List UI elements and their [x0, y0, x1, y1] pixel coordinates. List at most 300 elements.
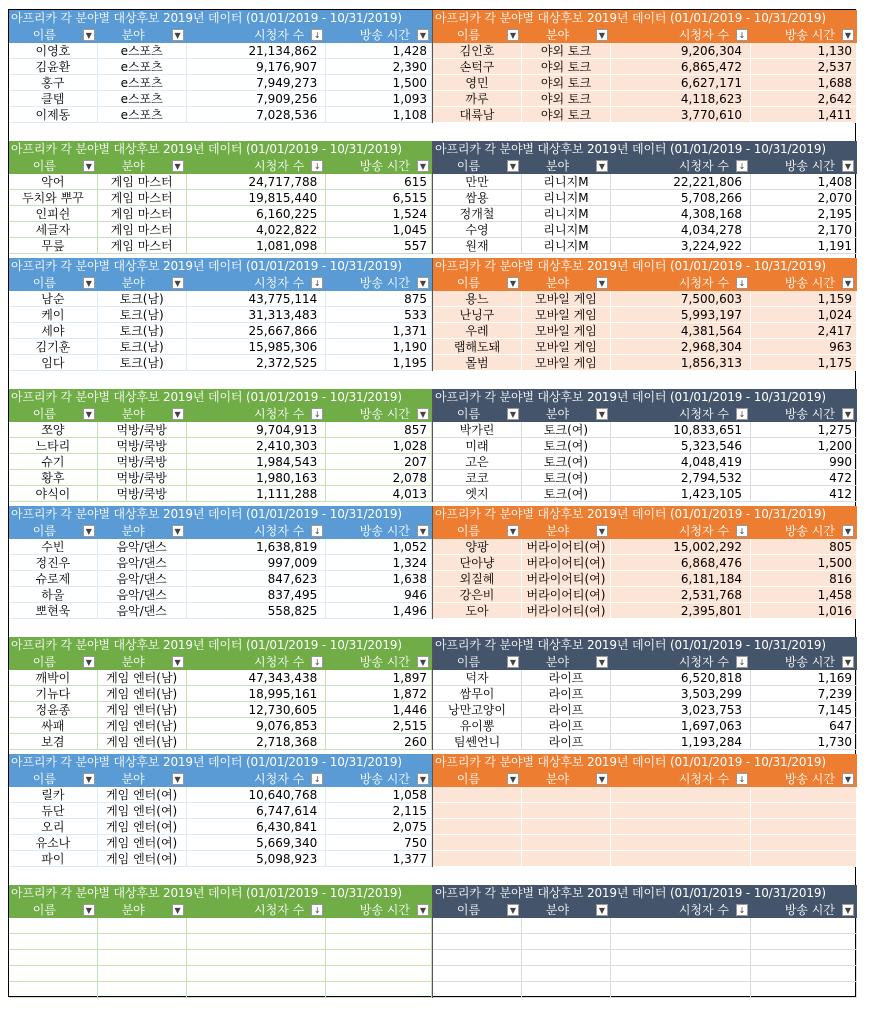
viewers-cell[interactable]: 19,815,440: [187, 190, 327, 206]
hours-cell[interactable]: 1,190: [326, 339, 432, 355]
streamer-name-cell[interactable]: 싸패: [9, 718, 98, 734]
hours-cell[interactable]: [751, 835, 857, 851]
hours-cell[interactable]: 1,496: [326, 603, 432, 619]
sort-descending-icon[interactable]: ↓: [736, 904, 748, 916]
category-cell[interactable]: 게임 엔터(남): [98, 734, 187, 750]
category-cell[interactable]: 게임 엔터(남): [98, 702, 187, 718]
filter-dropdown-icon[interactable]: ▼: [596, 904, 608, 916]
streamer-name-cell[interactable]: 기뉴다: [9, 686, 98, 702]
streamer-name-cell[interactable]: [9, 982, 98, 998]
streamer-name-cell[interactable]: 코코: [433, 470, 522, 486]
category-column-header[interactable]: [98, 406, 187, 422]
streamer-name-cell[interactable]: 악어: [9, 174, 98, 190]
viewers-cell[interactable]: 4,034,278: [611, 222, 751, 238]
category-cell[interactable]: 음악/댄스: [98, 603, 187, 619]
sort-descending-icon[interactable]: ↓: [311, 773, 323, 785]
hours-cell[interactable]: [751, 950, 857, 966]
streamer-name-cell[interactable]: 유이뽕: [433, 718, 522, 734]
category-cell[interactable]: 버라이어티(여): [522, 603, 611, 619]
category-cell[interactable]: [522, 982, 611, 998]
hours-cell[interactable]: 1,897: [326, 670, 432, 686]
name-column-header[interactable]: [9, 406, 98, 422]
category-cell[interactable]: 게임 마스터: [98, 190, 187, 206]
filter-dropdown-icon[interactable]: ▼: [83, 29, 95, 41]
viewers-cell[interactable]: 3,770,610: [611, 107, 751, 123]
category-cell[interactable]: 버라이어티(여): [522, 539, 611, 555]
viewers-column-header[interactable]: [611, 523, 751, 539]
filter-dropdown-icon[interactable]: ▼: [172, 408, 184, 420]
category-column-header[interactable]: [522, 27, 611, 43]
viewers-cell[interactable]: 15,985,306: [187, 339, 327, 355]
hours-cell[interactable]: 875: [326, 291, 432, 307]
hours-cell[interactable]: [326, 918, 432, 934]
name-column-header[interactable]: [433, 27, 522, 43]
viewers-cell[interactable]: 10,640,768: [187, 787, 327, 803]
viewers-cell[interactable]: 4,118,623: [611, 91, 751, 107]
viewers-cell[interactable]: [187, 966, 327, 982]
filter-dropdown-icon[interactable]: ▼: [842, 160, 854, 172]
category-cell[interactable]: 먹방/쿡방: [98, 438, 187, 454]
streamer-name-cell[interactable]: [9, 934, 98, 950]
viewers-cell[interactable]: 9,076,853: [187, 718, 327, 734]
hours-cell[interactable]: 4,013: [326, 486, 432, 502]
streamer-name-cell[interactable]: 덕자: [433, 670, 522, 686]
streamer-name-cell[interactable]: 듀단: [9, 803, 98, 819]
filter-dropdown-icon[interactable]: ▼: [842, 277, 854, 289]
sort-descending-icon[interactable]: ↓: [736, 408, 748, 420]
name-column-header[interactable]: [433, 902, 522, 918]
category-cell[interactable]: 토크(여): [522, 470, 611, 486]
hours-cell[interactable]: 1,275: [751, 422, 857, 438]
streamer-name-cell[interactable]: 손턱구: [433, 59, 522, 75]
hours-cell[interactable]: 7,239: [751, 686, 857, 702]
viewers-cell[interactable]: 2,718,368: [187, 734, 327, 750]
viewers-column-header[interactable]: [187, 654, 327, 670]
name-column-header[interactable]: [433, 654, 522, 670]
hours-cell[interactable]: 2,195: [751, 206, 857, 222]
viewers-cell[interactable]: 3,023,753: [611, 702, 751, 718]
viewers-cell[interactable]: 6,627,171: [611, 75, 751, 91]
category-cell[interactable]: 리니지M: [522, 174, 611, 190]
sort-descending-icon[interactable]: ↓: [311, 656, 323, 668]
filter-dropdown-icon[interactable]: ▼: [172, 525, 184, 537]
viewers-cell[interactable]: [611, 950, 751, 966]
hours-cell[interactable]: 2,070: [751, 190, 857, 206]
name-column-header[interactable]: [9, 275, 98, 291]
hours-cell[interactable]: 1,016: [751, 603, 857, 619]
hours-cell[interactable]: [751, 966, 857, 982]
filter-dropdown-icon[interactable]: ▼: [596, 277, 608, 289]
viewers-cell[interactable]: [611, 851, 751, 867]
viewers-cell[interactable]: 4,381,564: [611, 323, 751, 339]
viewers-column-header[interactable]: [611, 902, 751, 918]
hours-cell[interactable]: 990: [751, 454, 857, 470]
category-cell[interactable]: [98, 950, 187, 966]
name-column-header[interactable]: [433, 275, 522, 291]
viewers-cell[interactable]: [611, 819, 751, 835]
streamer-name-cell[interactable]: [9, 966, 98, 982]
hours-cell[interactable]: [326, 950, 432, 966]
category-cell[interactable]: 토크(여): [522, 486, 611, 502]
viewers-cell[interactable]: 837,495: [187, 587, 327, 603]
hours-column-header[interactable]: [326, 902, 432, 918]
viewers-column-header[interactable]: [611, 771, 751, 787]
name-column-header[interactable]: [9, 654, 98, 670]
filter-dropdown-icon[interactable]: ▼: [507, 408, 519, 420]
category-cell[interactable]: 게임 엔터(여): [98, 851, 187, 867]
hours-cell[interactable]: [751, 934, 857, 950]
category-cell[interactable]: 버라이어티(여): [522, 587, 611, 603]
hours-cell[interactable]: 1,688: [751, 75, 857, 91]
category-cell[interactable]: 게임 엔터(남): [98, 686, 187, 702]
viewers-cell[interactable]: 6,430,841: [187, 819, 327, 835]
viewers-cell[interactable]: [611, 982, 751, 998]
hours-column-header[interactable]: [751, 27, 857, 43]
viewers-cell[interactable]: 3,503,299: [611, 686, 751, 702]
category-cell[interactable]: 음악/댄스: [98, 539, 187, 555]
category-cell[interactable]: 토크(남): [98, 339, 187, 355]
hours-cell[interactable]: 472: [751, 470, 857, 486]
category-cell[interactable]: [522, 966, 611, 982]
hours-cell[interactable]: 1,730: [751, 734, 857, 750]
category-cell[interactable]: 먹방/쿡방: [98, 422, 187, 438]
streamer-name-cell[interactable]: 도아: [433, 603, 522, 619]
category-cell[interactable]: e스포츠: [98, 75, 187, 91]
streamer-name-cell[interactable]: 정윤종: [9, 702, 98, 718]
viewers-cell[interactable]: 2,968,304: [611, 339, 751, 355]
hours-cell[interactable]: 1,446: [326, 702, 432, 718]
sort-descending-icon[interactable]: ↓: [736, 656, 748, 668]
filter-dropdown-icon[interactable]: ▼: [507, 277, 519, 289]
streamer-name-cell[interactable]: [433, 982, 522, 998]
category-cell[interactable]: 음악/댄스: [98, 587, 187, 603]
streamer-name-cell[interactable]: 릴카: [9, 787, 98, 803]
filter-dropdown-icon[interactable]: ▼: [417, 904, 429, 916]
category-cell[interactable]: 야외 토크: [522, 59, 611, 75]
category-cell[interactable]: 모바일 게임: [522, 307, 611, 323]
viewers-cell[interactable]: 22,221,806: [611, 174, 751, 190]
hours-cell[interactable]: 6,515: [326, 190, 432, 206]
filter-dropdown-icon[interactable]: ▼: [172, 277, 184, 289]
hours-cell[interactable]: [751, 982, 857, 998]
hours-column-header[interactable]: [326, 275, 432, 291]
hours-cell[interactable]: 2,642: [751, 91, 857, 107]
viewers-column-header[interactable]: [187, 902, 327, 918]
category-column-header[interactable]: [522, 902, 611, 918]
name-column-header[interactable]: [9, 27, 98, 43]
category-cell[interactable]: 게임 엔터(남): [98, 718, 187, 734]
viewers-cell[interactable]: [611, 787, 751, 803]
hours-cell[interactable]: 805: [751, 539, 857, 555]
hours-cell[interactable]: 2,417: [751, 323, 857, 339]
sort-descending-icon[interactable]: ↓: [311, 904, 323, 916]
hours-cell[interactable]: [326, 966, 432, 982]
filter-dropdown-icon[interactable]: ▼: [83, 525, 95, 537]
category-cell[interactable]: e스포츠: [98, 91, 187, 107]
streamer-name-cell[interactable]: 인피쉰: [9, 206, 98, 222]
viewers-cell[interactable]: 6,181,184: [611, 571, 751, 587]
filter-dropdown-icon[interactable]: ▼: [172, 773, 184, 785]
hours-cell[interactable]: 946: [326, 587, 432, 603]
category-cell[interactable]: 리니지M: [522, 206, 611, 222]
hours-cell[interactable]: 1,411: [751, 107, 857, 123]
streamer-name-cell[interactable]: 낭만고양이: [433, 702, 522, 718]
category-cell[interactable]: 게임 엔터(여): [98, 835, 187, 851]
streamer-name-cell[interactable]: 양팡: [433, 539, 522, 555]
viewers-cell[interactable]: 10,833,651: [611, 422, 751, 438]
category-cell[interactable]: 게임 엔터(여): [98, 803, 187, 819]
hours-cell[interactable]: 963: [751, 339, 857, 355]
streamer-name-cell[interactable]: 우레: [433, 323, 522, 339]
hours-cell[interactable]: 1,377: [326, 851, 432, 867]
viewers-cell[interactable]: 9,176,907: [187, 59, 327, 75]
filter-dropdown-icon[interactable]: ▼: [507, 29, 519, 41]
hours-cell[interactable]: 1,159: [751, 291, 857, 307]
viewers-cell[interactable]: [611, 934, 751, 950]
hours-column-header[interactable]: [326, 27, 432, 43]
streamer-name-cell[interactable]: 만만: [433, 174, 522, 190]
category-column-header[interactable]: [98, 771, 187, 787]
hours-column-header[interactable]: [751, 275, 857, 291]
hours-cell[interactable]: 816: [751, 571, 857, 587]
category-cell[interactable]: e스포츠: [98, 43, 187, 59]
viewers-cell[interactable]: 43,775,114: [187, 291, 327, 307]
filter-dropdown-icon[interactable]: ▼: [596, 160, 608, 172]
category-column-header[interactable]: [98, 275, 187, 291]
category-cell[interactable]: 모바일 게임: [522, 291, 611, 307]
category-cell[interactable]: 리니지M: [522, 222, 611, 238]
viewers-cell[interactable]: 1,984,543: [187, 454, 327, 470]
category-cell[interactable]: 모바일 게임: [522, 339, 611, 355]
streamer-name-cell[interactable]: 김인호: [433, 43, 522, 59]
hours-cell[interactable]: 1,500: [751, 555, 857, 571]
filter-dropdown-icon[interactable]: ▼: [83, 160, 95, 172]
streamer-name-cell[interactable]: 클템: [9, 91, 98, 107]
viewers-cell[interactable]: 2,531,768: [611, 587, 751, 603]
viewers-column-header[interactable]: [187, 158, 327, 174]
viewers-cell[interactable]: 18,995,161: [187, 686, 327, 702]
category-cell[interactable]: 음악/댄스: [98, 555, 187, 571]
filter-dropdown-icon[interactable]: ▼: [417, 160, 429, 172]
category-cell[interactable]: [522, 819, 611, 835]
hours-cell[interactable]: [751, 803, 857, 819]
category-cell[interactable]: 야외 토크: [522, 43, 611, 59]
streamer-name-cell[interactable]: 용느: [433, 291, 522, 307]
streamer-name-cell[interactable]: 이제동: [9, 107, 98, 123]
viewers-cell[interactable]: [611, 918, 751, 934]
hours-cell[interactable]: [751, 851, 857, 867]
name-column-header[interactable]: [433, 523, 522, 539]
hours-cell[interactable]: 2,515: [326, 718, 432, 734]
streamer-name-cell[interactable]: 무릎: [9, 238, 98, 254]
filter-dropdown-icon[interactable]: ▼: [417, 656, 429, 668]
viewers-cell[interactable]: 5,098,923: [187, 851, 327, 867]
filter-dropdown-icon[interactable]: ▼: [842, 773, 854, 785]
hours-cell[interactable]: 1,108: [326, 107, 432, 123]
streamer-name-cell[interactable]: 유소나: [9, 835, 98, 851]
streamer-name-cell[interactable]: [433, 787, 522, 803]
streamer-name-cell[interactable]: 김윤환: [9, 59, 98, 75]
streamer-name-cell[interactable]: 보겸: [9, 734, 98, 750]
hours-cell[interactable]: 1,371: [326, 323, 432, 339]
category-cell[interactable]: 야외 토크: [522, 91, 611, 107]
viewers-column-header[interactable]: [611, 654, 751, 670]
hours-column-header[interactable]: [326, 158, 432, 174]
streamer-name-cell[interactable]: 팀쎈언니: [433, 734, 522, 750]
category-cell[interactable]: 버라이어티(여): [522, 571, 611, 587]
filter-dropdown-icon[interactable]: ▼: [842, 29, 854, 41]
viewers-cell[interactable]: 7,909,256: [187, 91, 327, 107]
streamer-name-cell[interactable]: 쪼양: [9, 422, 98, 438]
category-cell[interactable]: [522, 787, 611, 803]
name-column-header[interactable]: [433, 406, 522, 422]
filter-dropdown-icon[interactable]: ▼: [417, 408, 429, 420]
hours-cell[interactable]: 1,175: [751, 355, 857, 371]
viewers-cell[interactable]: 4,022,822: [187, 222, 327, 238]
hours-cell[interactable]: 260: [326, 734, 432, 750]
category-cell[interactable]: 라이프: [522, 734, 611, 750]
hours-cell[interactable]: 2,170: [751, 222, 857, 238]
hours-cell[interactable]: 2,078: [326, 470, 432, 486]
viewers-cell[interactable]: 1,193,284: [611, 734, 751, 750]
viewers-column-header[interactable]: [187, 771, 327, 787]
category-cell[interactable]: 먹방/쿡방: [98, 470, 187, 486]
filter-dropdown-icon[interactable]: ▼: [507, 904, 519, 916]
sort-descending-icon[interactable]: ↓: [736, 773, 748, 785]
sort-descending-icon[interactable]: ↓: [311, 29, 323, 41]
viewers-column-header[interactable]: [187, 275, 327, 291]
filter-dropdown-icon[interactable]: ▼: [507, 525, 519, 537]
name-column-header[interactable]: [9, 158, 98, 174]
viewers-cell[interactable]: 21,134,862: [187, 43, 327, 59]
filter-dropdown-icon[interactable]: ▼: [842, 904, 854, 916]
hours-cell[interactable]: 857: [326, 422, 432, 438]
hours-column-header[interactable]: [751, 771, 857, 787]
viewers-cell[interactable]: 997,009: [187, 555, 327, 571]
category-cell[interactable]: [98, 934, 187, 950]
filter-dropdown-icon[interactable]: ▼: [417, 773, 429, 785]
category-column-header[interactable]: [522, 275, 611, 291]
hours-cell[interactable]: 1,458: [751, 587, 857, 603]
hours-column-header[interactable]: [326, 771, 432, 787]
viewers-cell[interactable]: [611, 966, 751, 982]
category-cell[interactable]: 토크(여): [522, 422, 611, 438]
category-cell[interactable]: [522, 835, 611, 851]
viewers-cell[interactable]: 6,865,472: [611, 59, 751, 75]
hours-column-header[interactable]: [326, 523, 432, 539]
hours-column-header[interactable]: [751, 406, 857, 422]
streamer-name-cell[interactable]: 단아냥: [433, 555, 522, 571]
category-cell[interactable]: 모바일 게임: [522, 355, 611, 371]
streamer-name-cell[interactable]: 원재: [433, 238, 522, 254]
filter-dropdown-icon[interactable]: ▼: [842, 656, 854, 668]
sort-descending-icon[interactable]: ↓: [736, 160, 748, 172]
streamer-name-cell[interactable]: [433, 966, 522, 982]
hours-cell[interactable]: 7,145: [751, 702, 857, 718]
hours-cell[interactable]: 2,390: [326, 59, 432, 75]
streamer-name-cell[interactable]: 황후: [9, 470, 98, 486]
category-cell[interactable]: 라이프: [522, 718, 611, 734]
hours-cell[interactable]: 1,093: [326, 91, 432, 107]
viewers-cell[interactable]: [187, 918, 327, 934]
streamer-name-cell[interactable]: 야식이: [9, 486, 98, 502]
streamer-name-cell[interactable]: [9, 918, 98, 934]
streamer-name-cell[interactable]: 깨박이: [9, 670, 98, 686]
category-cell[interactable]: [522, 803, 611, 819]
viewers-cell[interactable]: 1,423,105: [611, 486, 751, 502]
category-cell[interactable]: 게임 엔터(여): [98, 787, 187, 803]
category-cell[interactable]: 게임 엔터(남): [98, 670, 187, 686]
sort-descending-icon[interactable]: ↓: [311, 525, 323, 537]
streamer-name-cell[interactable]: 케이: [9, 307, 98, 323]
category-column-header[interactable]: [98, 158, 187, 174]
streamer-name-cell[interactable]: 하울: [9, 587, 98, 603]
category-column-header[interactable]: [522, 406, 611, 422]
streamer-name-cell[interactable]: 이영호: [9, 43, 98, 59]
filter-dropdown-icon[interactable]: ▼: [172, 160, 184, 172]
streamer-name-cell[interactable]: 까루: [433, 91, 522, 107]
streamer-name-cell[interactable]: 박가린: [433, 422, 522, 438]
name-column-header[interactable]: [9, 902, 98, 918]
viewers-cell[interactable]: 847,623: [187, 571, 327, 587]
category-cell[interactable]: 토크(남): [98, 355, 187, 371]
streamer-name-cell[interactable]: 쌈용: [433, 190, 522, 206]
hours-cell[interactable]: 1,524: [326, 206, 432, 222]
category-cell[interactable]: 게임 마스터: [98, 222, 187, 238]
hours-cell[interactable]: 1,408: [751, 174, 857, 190]
streamer-name-cell[interactable]: [433, 918, 522, 934]
streamer-name-cell[interactable]: 뽀현욱: [9, 603, 98, 619]
viewers-cell[interactable]: 7,949,273: [187, 75, 327, 91]
streamer-name-cell[interactable]: [433, 803, 522, 819]
category-column-header[interactable]: [522, 158, 611, 174]
sort-descending-icon[interactable]: ↓: [736, 29, 748, 41]
filter-dropdown-icon[interactable]: ▼: [507, 160, 519, 172]
viewers-cell[interactable]: 7,500,603: [611, 291, 751, 307]
category-cell[interactable]: [98, 982, 187, 998]
filter-dropdown-icon[interactable]: ▼: [172, 904, 184, 916]
category-cell[interactable]: [98, 966, 187, 982]
viewers-cell[interactable]: 4,308,168: [611, 206, 751, 222]
streamer-name-cell[interactable]: 김기훈: [9, 339, 98, 355]
category-cell[interactable]: 토크(여): [522, 454, 611, 470]
viewers-cell[interactable]: 4,048,419: [611, 454, 751, 470]
viewers-cell[interactable]: 2,794,532: [611, 470, 751, 486]
filter-dropdown-icon[interactable]: ▼: [842, 525, 854, 537]
viewers-cell[interactable]: 47,343,438: [187, 670, 327, 686]
streamer-name-cell[interactable]: [433, 851, 522, 867]
filter-dropdown-icon[interactable]: ▼: [83, 656, 95, 668]
streamer-name-cell[interactable]: 쌈무이: [433, 686, 522, 702]
streamer-name-cell[interactable]: [433, 835, 522, 851]
category-cell[interactable]: 버라이어티(여): [522, 555, 611, 571]
filter-dropdown-icon[interactable]: ▼: [417, 277, 429, 289]
filter-dropdown-icon[interactable]: ▼: [172, 656, 184, 668]
viewers-cell[interactable]: 1,980,163: [187, 470, 327, 486]
streamer-name-cell[interactable]: [433, 819, 522, 835]
viewers-cell[interactable]: 6,868,476: [611, 555, 751, 571]
streamer-name-cell[interactable]: 세야: [9, 323, 98, 339]
category-cell[interactable]: 라이프: [522, 686, 611, 702]
viewers-cell[interactable]: [187, 982, 327, 998]
viewers-cell[interactable]: 1,111,288: [187, 486, 327, 502]
viewers-cell[interactable]: 12,730,605: [187, 702, 327, 718]
filter-dropdown-icon[interactable]: ▼: [596, 408, 608, 420]
hours-cell[interactable]: 1,872: [326, 686, 432, 702]
viewers-cell[interactable]: 1,638,819: [187, 539, 327, 555]
hours-cell[interactable]: 1,058: [326, 787, 432, 803]
hours-cell[interactable]: 1,428: [326, 43, 432, 59]
